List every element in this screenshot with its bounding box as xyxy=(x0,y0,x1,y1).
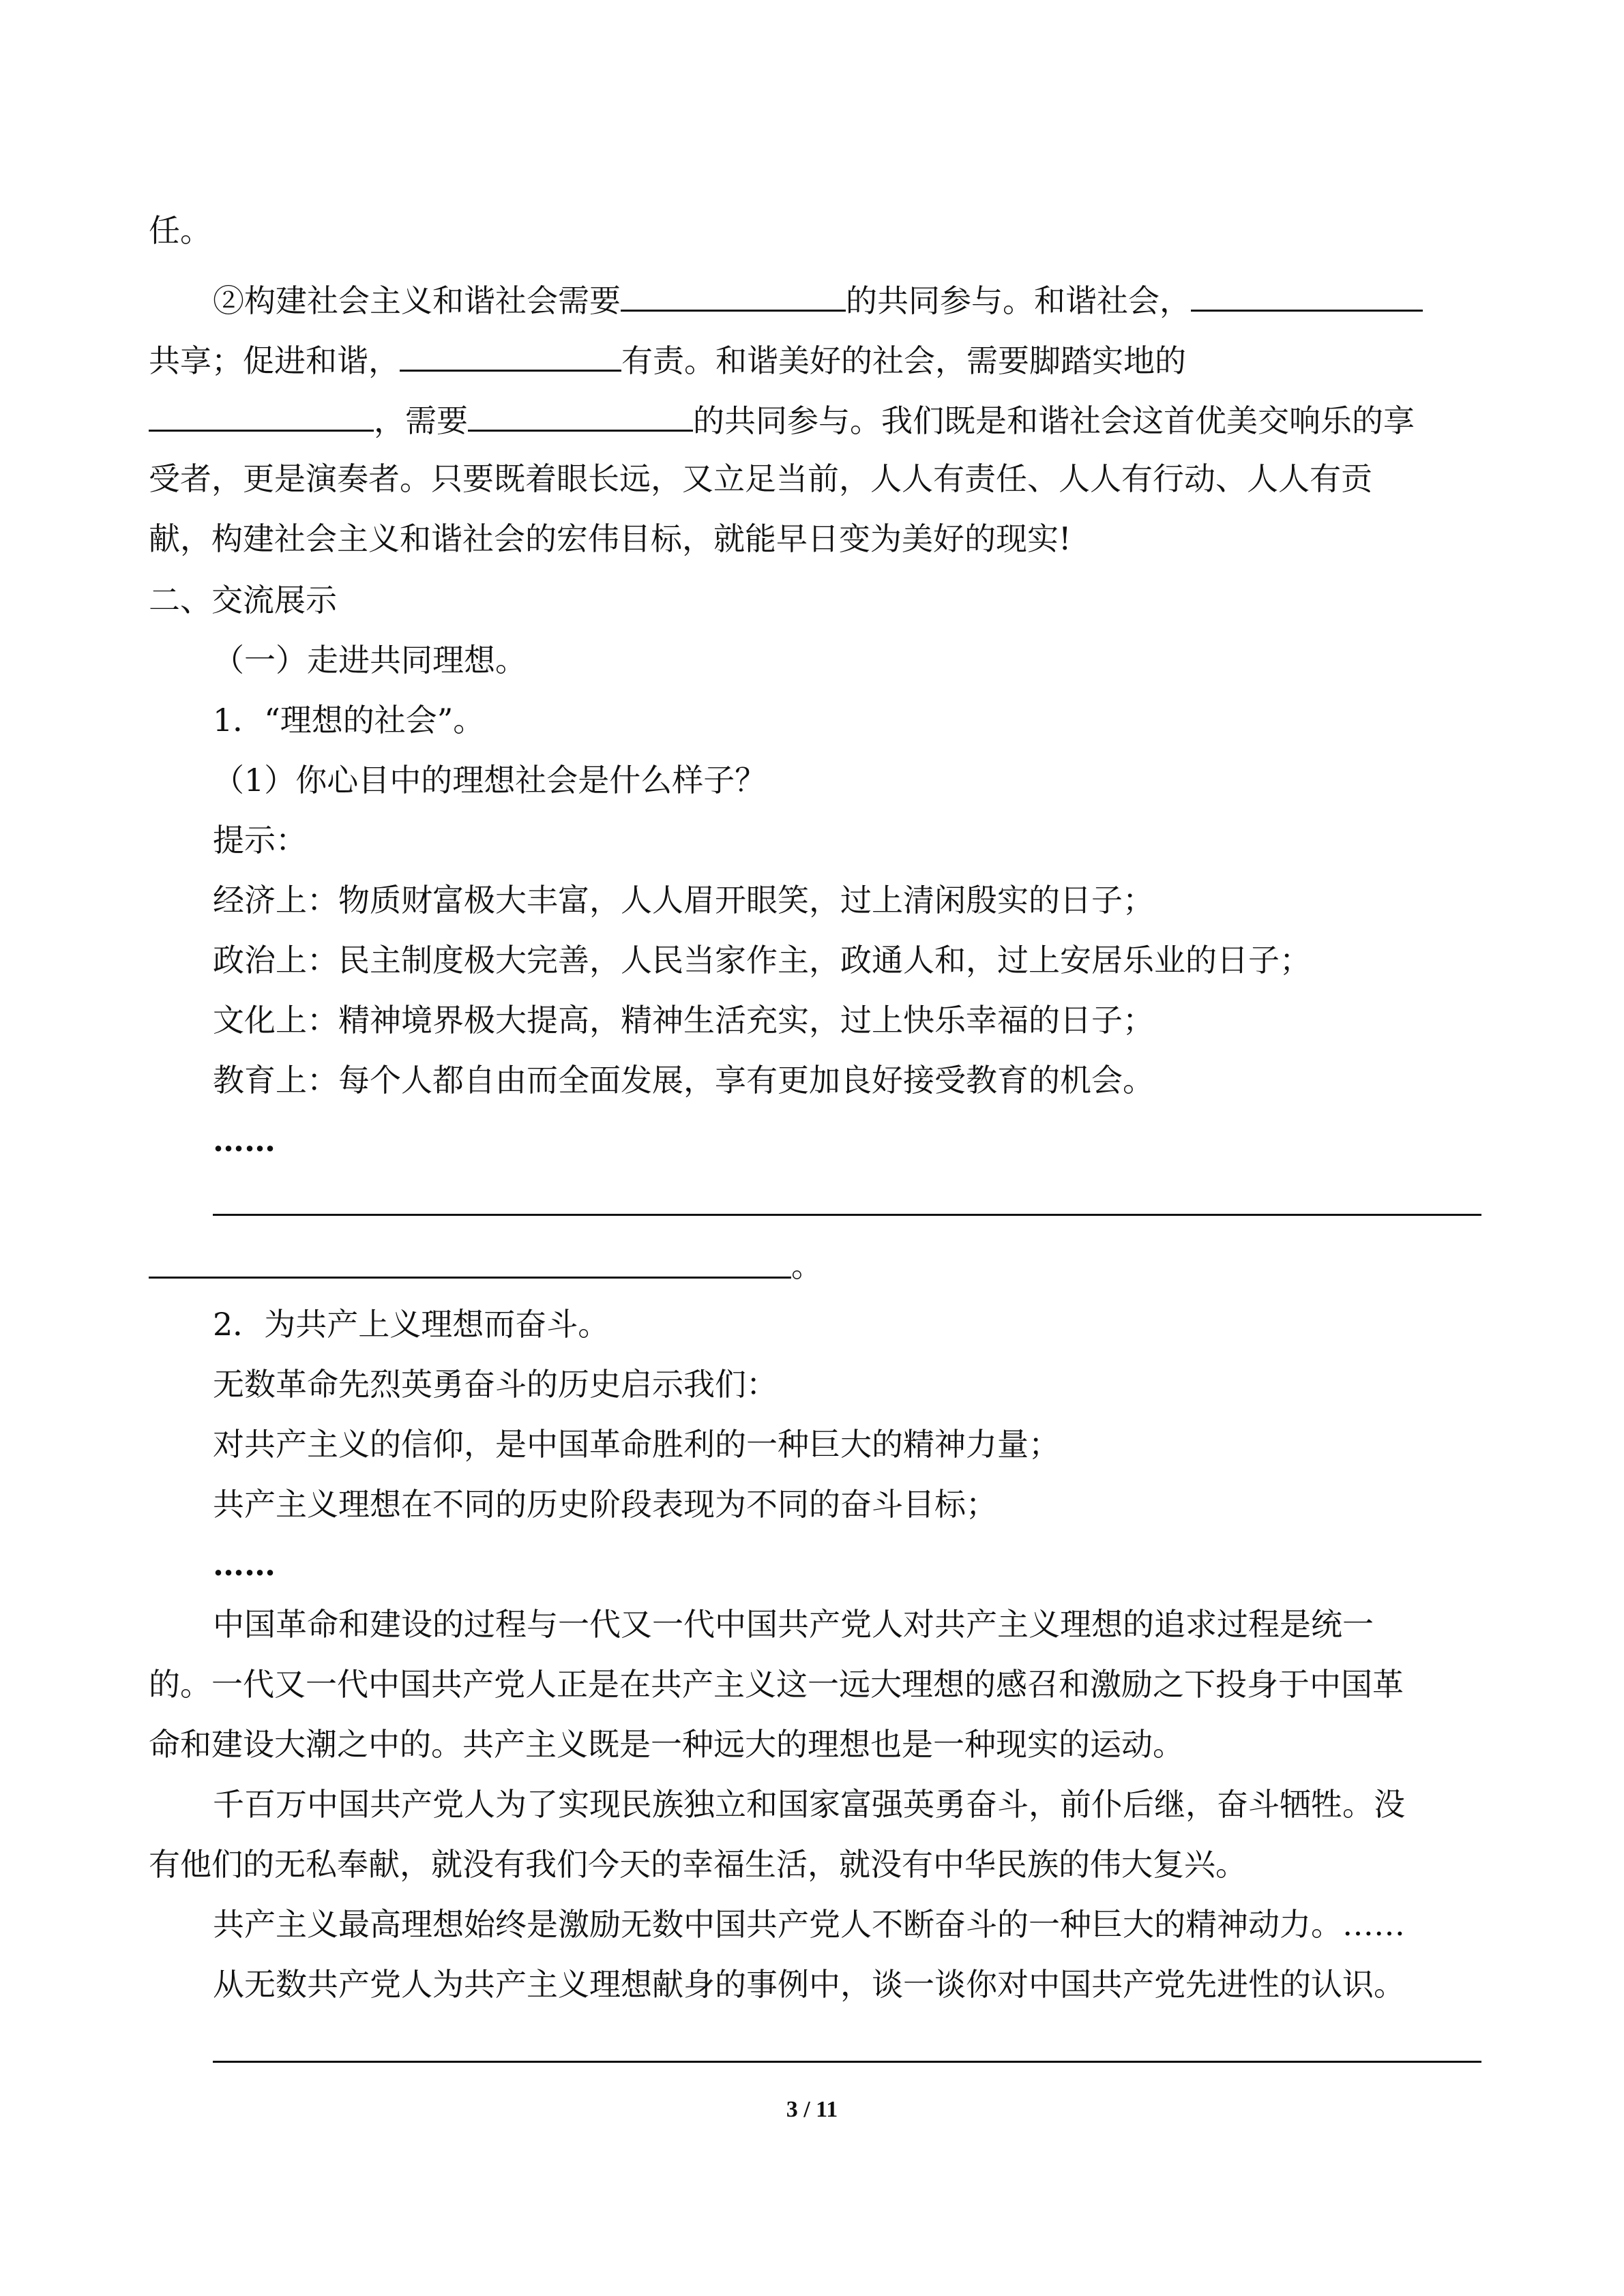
question: （1）你心目中的理想社会是什么样子？ xyxy=(213,762,767,799)
text-segment: 有责。和谐美好的社会，需要脚踏实地的 xyxy=(621,342,1186,379)
item-heading: 1．“理想的社会”。 xyxy=(213,702,485,739)
answer-line[interactable] xyxy=(213,2061,1481,2063)
text-segment: 。 xyxy=(791,1247,823,1284)
fill-blank[interactable] xyxy=(149,398,374,432)
hint-label: 提示： xyxy=(213,822,307,859)
text-line: 千百万中国共产党人为了实现民族独立和国家富强英勇奋斗，前仆后继，奋斗牺牲。没 xyxy=(213,1786,1405,1823)
fill-blank[interactable] xyxy=(1191,278,1423,312)
text-line: 共产主义最高理想始终是激励无数中国共产党人不断奋斗的一种巨大的精神动力。…… xyxy=(213,1906,1405,1943)
answer-line[interactable] xyxy=(149,1277,791,1279)
text-segment: 的共同参与。和谐社会， xyxy=(846,282,1191,319)
answer-line[interactable] xyxy=(213,1214,1481,1216)
section-heading: 二、交流展示 xyxy=(149,582,337,618)
ellipsis: …… xyxy=(213,1122,276,1159)
item-heading: 2．为共产上义理想而奋斗。 xyxy=(213,1306,610,1343)
text-line: 任。 xyxy=(149,212,211,249)
ellipsis: …… xyxy=(213,1546,276,1583)
text-line: 有他们的无私奉献，就没有我们今天的幸福生活，就没有中华民族的伟大复兴。 xyxy=(149,1846,1247,1883)
text-line: 命和建设大潮之中的。共产主义既是一种远大的理想也是一种现实的运动。 xyxy=(149,1726,1184,1763)
fill-blank[interactable] xyxy=(621,278,846,312)
text-line xyxy=(149,338,1186,381)
text-segment: ②构建社会主义和谐社会需要 xyxy=(213,282,621,319)
text-line: 无数革命先烈英勇奋斗的历史启示我们： xyxy=(213,1366,778,1403)
subsection-heading: （一）走进共同理想。 xyxy=(213,642,527,679)
fill-blank[interactable] xyxy=(400,338,621,372)
text-line: 受者，更是演奏者。只要既着眼长远，又立足当前，人人有责任、人人有行动、人人有贡 xyxy=(149,460,1372,497)
hint-line: 经济上：物质财富极大丰富，人人眉开眼笑，过上清闲殷实的日子； xyxy=(213,882,1154,919)
text-line: 中国革命和建设的过程与一代又一代中国共产党人对共产主义理想的追求过程是统一 xyxy=(213,1606,1374,1643)
page-number: 3 / 11 xyxy=(786,2097,838,2122)
hint-line: 教育上：每个人都自由而全面发展，享有更加良好接受教育的机会。 xyxy=(213,1062,1154,1099)
text-line: 对共产主义的信仰，是中国革命胜利的一种巨大的精神力量； xyxy=(213,1426,1060,1463)
fill-blank[interactable] xyxy=(468,398,693,432)
text-line xyxy=(213,278,1423,321)
text-segment: 的共同参与。我们既是和谐社会这首优美交响乐的享 xyxy=(693,402,1415,439)
text-line: 献，构建社会主义和谐社会的宏伟目标，就能早日变为美好的现实! xyxy=(149,520,1072,557)
hint-line: 文化上：精神境界极大提高，精神生活充实，过上快乐幸福的日子； xyxy=(213,1002,1154,1039)
text-segment: 共享；促进和谐， xyxy=(149,342,400,379)
hint-line: 政治上：民主制度极大完善，人民当家作主，政通人和，过上安居乐业的日子； xyxy=(213,942,1311,979)
text-line: 共产主义理想在不同的历史阶段表现为不同的奋斗目标； xyxy=(213,1486,997,1523)
text-line: 的。一代又一代中国共产党人正是在共产主义这一远大理想的感召和激励之下投身于中国革 xyxy=(149,1666,1404,1703)
text-line: 从无数共产党人为共产主义理想献身的事例中，谈一谈你对中国共产党先进性的认识。 xyxy=(213,1966,1405,2003)
text-line xyxy=(149,398,1415,441)
text-segment: ，需要 xyxy=(374,402,468,439)
